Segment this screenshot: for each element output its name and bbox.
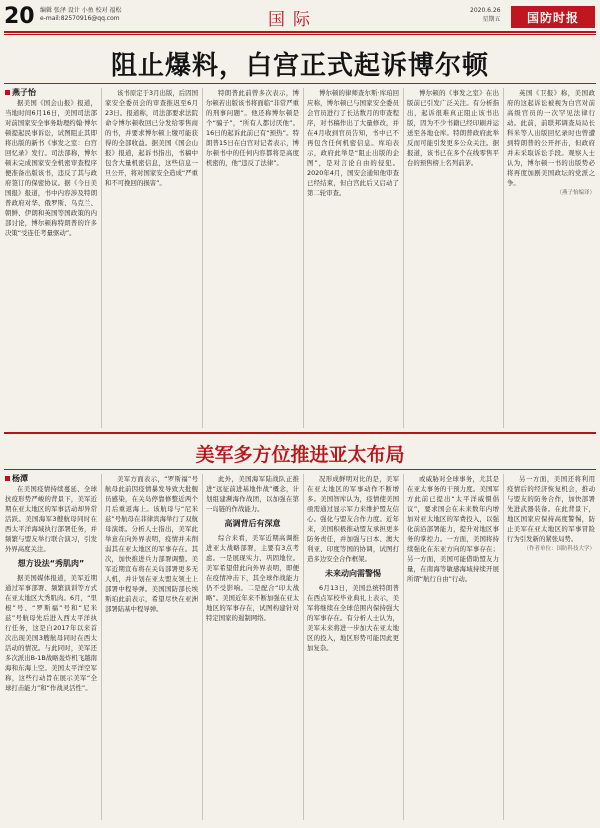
- byline-marker-icon: [5, 476, 10, 481]
- article2-text-3b: 综合来看，美军近期高调推进亚太战略部署，主要有3点考虑。一是展现实力、巩固地位。美军希望借此向外界表明，即便在疫情冲击下，其全球作战能力仍不受影响。二是配合“印太战略”。美国近年来不断加强在亚太地区的军事存在，试图构建针对特定国家的遏制网络。: [206, 534, 299, 622]
- staff-line-1: 编辑 张泽 设计 小鱼 校对 福松: [40, 7, 122, 14]
- article1-headline: 阻止爆料，白宫正式起诉博尔顿: [110, 51, 489, 81]
- article2-text-4: 况形成鲜明对比的是，美军在亚太地区的军事动作不断增多。美国智库认为，疫情使美国亟需通过显示军力来维护盟友信心。强化与盟友合作力度。近年来，美国积极推动盟友承担更多防务责任，并加强与日本、澳大利亚、印度等国的协调，试图打造多边安全合作框架。: [307, 475, 399, 563]
- article2-column-4: [307, 474, 399, 820]
- article1-text-6: 英国《卫报》称，美国政府的这起诉讼被视为白宫对前高级官员的一次罕见法律行动。此前，前联邦调查局局长科米等人出版回忆录时也曾遭到特朗普的公开抨击，但政府并未采取诉讼手段。观察人士认为，博尔顿一书的出版势必将再度加剧美国政坛的党派之争。: [507, 89, 595, 187]
- article2-text-3: 此外，美国海军陆战队正推进“远征前进基地作战”概念，计划组建濒海作战团，以加强在第一岛链的作战能力。: [206, 475, 299, 513]
- article2-intro: 在美国疫情持续蔓延、全球抗疫形势严峻的背景下，美军近期在亚太地区的军事活动却异常活跃。美国海军3艘航母同时在西太平洋海域执行部署任务，并频繁与盟友举行联合演习，引发外界高度关注。: [5, 485, 97, 553]
- byline-text: 杨潭: [12, 474, 28, 483]
- article2-column-1: [5, 474, 97, 820]
- header-rule-thin: [4, 34, 596, 35]
- article-separator: [4, 432, 596, 434]
- article2-text-1: 据美国媒体报道，美军近期通过军事部署、频繁演训等方式在亚太地区大秀肌肉。6月，“里根”号、“罗斯福”号和“尼米兹”号航母先后进入西太平洋执行任务，这是自2017年以来首次出现美国3艘航母同时在西太活动的情况。与此同时，美军还多次派出B-1B战略轰炸机飞越南海和东海上空。美国太平洋空军称，这些行动旨在展示美军“全球打击能力”和“作战灵活性”。: [5, 574, 97, 692]
- article2-column-3: [206, 474, 299, 820]
- article1-column-3: [206, 88, 299, 428]
- article2-column-2: [105, 474, 198, 820]
- column-divider: [403, 474, 404, 820]
- article2-text-2: 美军方面表示，“罗斯福”号航母此前因疫情暴发导致大批舰员感染，在关岛停靠修整近两个月后重返海上。该航母与“尼米兹”号航母在菲律宾海举行了双航母演练。分析人士指出，美军此举意在向外界表明，疫情并未削弱其在亚太地区的军事存在。其次，加快推进兵力部署调整。美军近期宣布将在关岛部署更多无人机，并计划在亚太盟友领土上部署中程导弹。美国国防部长埃斯珀此前表示，希望尽快在亚洲部署陆基中程导弹。: [105, 475, 198, 613]
- headline-rule: [4, 83, 596, 84]
- article2-subhead-3: 未来动向需警惕: [325, 569, 381, 578]
- article2-column-5: [407, 474, 499, 820]
- article1-text-2: 该书原定于3月出版，后因国家安全委员会的审查推迟至6月23日。报道称，司法部要求法院命令博尔顿收回已分发给零售商的书，并要求博尔顿上缴可能获得的全部收益。据美国《国会山报》报道，起诉书指出，书稿中包含大量机密信息，这些信息一旦公开，将对国家安全造成“严重和不可挽回的损害”。: [105, 89, 198, 187]
- issue-date: 2020.6.26: [470, 7, 501, 14]
- section-title: 国际: [268, 10, 318, 30]
- article2-text-5: 或威胁对全球事务，尤其是在亚太事务的干预力度。美国军方此前已提出“太平洋威慑倡议”，要求国会在未来数年内增加对亚太地区的军费投入，以强化前沿部署能力，提升对地区事务的掌控力。一方面，美国将持续强化在东亚方向的军事存在；另一方面，美国可能借助盟友力量，在南海等敏感海域持续开展所谓“航行自由”行动。: [407, 475, 499, 583]
- article2-subhead-1: 想方设法“秀肌肉”: [17, 559, 85, 568]
- column-divider: [202, 474, 203, 820]
- article1-text-1: 据美国《国会山报》报道，当地时间6月16日，美国司法部对前国家安全事务助理约翰·博尔顿提起民事诉讼，试图阻止其即将出版的新书《事发之室：白宫回忆录》发行。司法部称，博尔顿未完成国家安全机密审查程序便准备出版该书，违反了其与政府签订的保密协议。据《今日美国报》报道，书中内容涉及特朗普政府对华、俄罗斯、乌克兰、朝鲜、伊朗和英国等国政策的内部讨论，博尔顿称特朗普的许多决策“受连任考量驱动”。: [5, 99, 97, 237]
- column-divider: [403, 88, 404, 428]
- article1-byline: [5, 88, 97, 98]
- byline-text: 燕子怡: [12, 88, 36, 97]
- issue-weekday: 星期五: [482, 16, 501, 23]
- article1-credit: （燕子怡编译）: [556, 190, 595, 196]
- article2-credit: （作者单位：国防科技大学）: [523, 546, 595, 552]
- staff-line-2: e-mail:82570916@qq.com: [40, 15, 120, 22]
- column-divider: [202, 88, 203, 428]
- article1-column-2: [105, 88, 198, 428]
- newspaper-logo: 国防时报: [511, 6, 595, 28]
- article2-column-6: [507, 474, 595, 820]
- header-rule: [4, 31, 596, 33]
- article2-text-6: 另一方面，美国还将利用疫情后的经济恢复机会，推动与盟友的防务合作，加快部署先进武器装备。在此背景下，地区国家应保持高度警惕，防止美军在亚太地区的军事冒险行为引发新的紧张局势。: [507, 475, 595, 543]
- article1-column-6: [507, 88, 595, 428]
- column-divider: [101, 474, 102, 820]
- article1-column-4: [307, 88, 399, 428]
- article1-text-5: 博尔顿的《事发之室》在出版前已引发广泛关注。有分析指出，起诉很难真正阻止该书出版，因为不少书籍已经印刷并运送至各地仓库。特朗普政府此举反而可能引发更多公众关注。据报道，该书已在多个在线零售平台的预售榜上名列前茅。: [407, 89, 499, 167]
- column-divider: [303, 474, 304, 820]
- byline-marker-icon: [5, 90, 10, 95]
- column-divider: [101, 88, 102, 428]
- article2-subhead-2: 高调背后有深意: [224, 519, 281, 528]
- article1-column-1: [5, 88, 97, 428]
- article1-column-5: [407, 88, 499, 428]
- date-block: [470, 6, 501, 24]
- staff-credits: [40, 7, 122, 23]
- headline-rule: [4, 469, 596, 470]
- article2-byline: [5, 474, 97, 484]
- column-divider: [303, 88, 304, 428]
- article1-text-3: 特朗普此前曾多次表示，博尔顿若出版该书将面临“非常严重的刑事问题”。他还称博尔顿是个“骗子”，“所有人都讨厌他”。16日的起诉此前已有“预热”。特朗普15日在白宫对记者表示，博尔顿书中的任何内容都将是高度机密的，他“违反了法律”。: [206, 89, 299, 167]
- article2-headline: 美军多方位推进亚太布局: [195, 444, 405, 466]
- column-divider: [503, 474, 504, 820]
- page-number: 20: [4, 4, 35, 29]
- column-divider: [503, 88, 504, 428]
- article2-text-4b: 6月13日，美国总统特朗普在西点军校毕业典礼上表示，美军将继续在全球范围内保持强大的军事存在。有分析人士认为，美军未来将进一步加大在亚太地区的投入，地区形势可能因此更加复杂。: [307, 584, 399, 652]
- article1-text-4: 博尔顿的律师查尔斯·库珀回应称，博尔顿已与国家安全委员会官员进行了长达数月的审查程序，对书稿作出了大量修改，并在4月收到官员告知，书中已不再包含任何机密信息。库珀表示，政府此举是“阻止出版的企图”，是对言论自由的侵犯。2020年4月，国安会通知他审查已经结束，但白宫此后又启动了第二轮审查。: [307, 89, 399, 197]
